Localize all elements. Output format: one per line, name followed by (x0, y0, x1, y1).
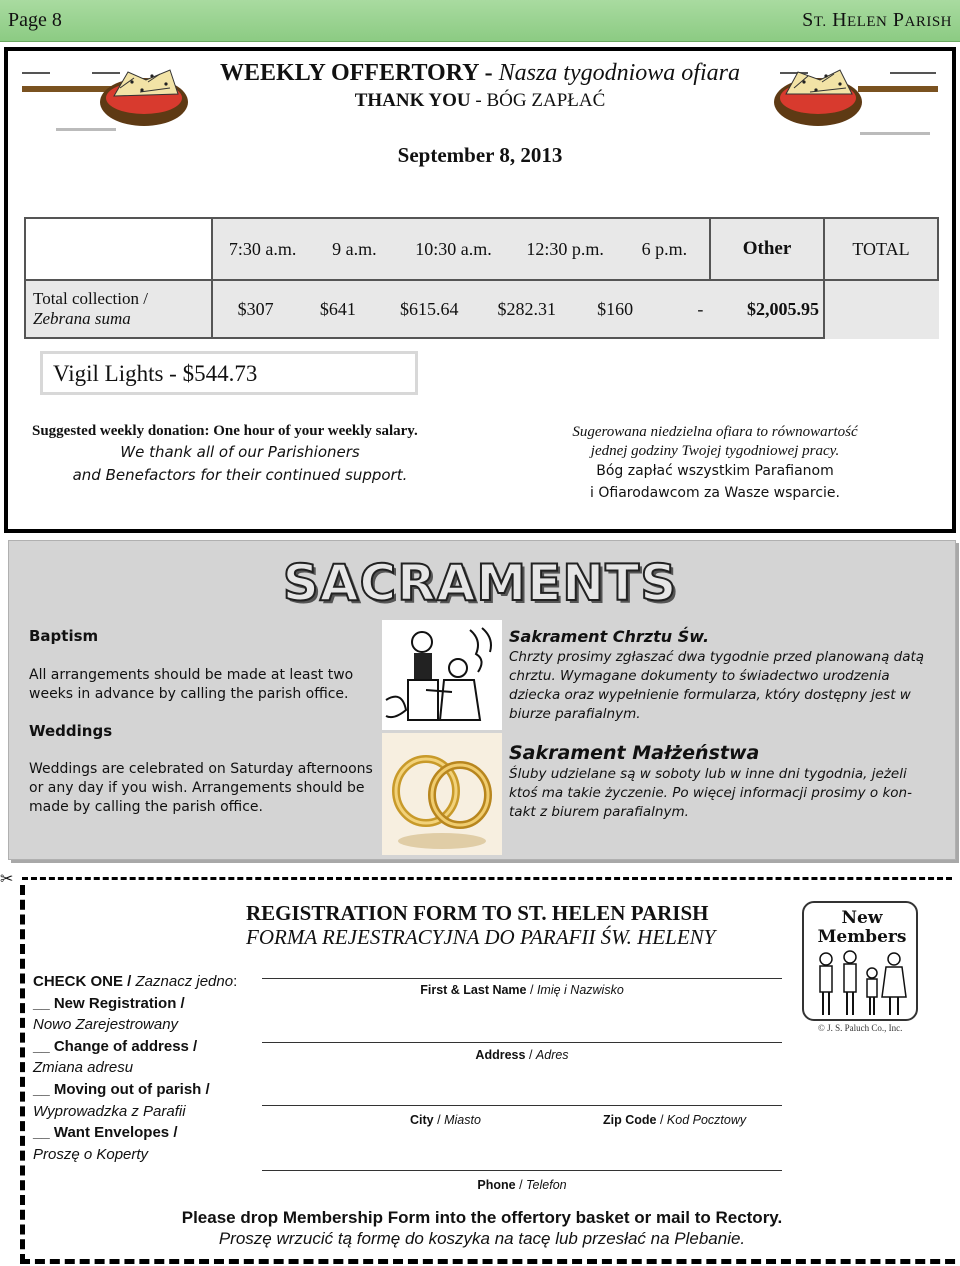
column-header: Other (710, 218, 824, 280)
table-cell-total: $2,005.95 (746, 298, 819, 319)
option-new-registration[interactable]: __ New Registration / (33, 994, 185, 1012)
check-one-heading: CHECK ONE / Zaznacz jedno: (33, 973, 238, 990)
copyright-text: © J. S. Paluch Co., Inc. (818, 1023, 903, 1033)
city-zip-field[interactable] (262, 1105, 782, 1106)
parish-name: ST. HELEN PARISH (802, 9, 952, 31)
column-header: 6 p.m. (641, 238, 688, 259)
baptism-text: All arrangements should be made at least two weeks in advance by calling the parish office. (29, 667, 354, 702)
cut-line (22, 877, 952, 880)
drop-off-instruction-pl: Proszę wrzucić tą formę do koszyka na tacę lub przesłać na Plebanie. (218, 1229, 746, 1248)
new-members-image (802, 901, 918, 1021)
page-number: Page 8 (8, 9, 62, 31)
address-field[interactable] (262, 1042, 782, 1043)
drop-off-instruction-en: Please drop Membership Form into the offertory basket or mail to Rectory. (181, 1208, 783, 1227)
address-label: Address / Adres (475, 1048, 569, 1062)
table-cell: $641 (319, 298, 356, 319)
malzenstwo-heading: Sakrament Małżeństwa (509, 742, 760, 764)
name-field[interactable] (262, 978, 782, 979)
offertory-title: WEEKLY OFFERTORY - Nasza tygodniowa ofiara (220, 60, 740, 86)
mass-times-cell (212, 218, 710, 280)
baptism-heading: Baptism (29, 627, 99, 645)
offertory-table (24, 217, 939, 339)
row-label: Total collection / Zebrana suma (25, 280, 212, 338)
offertory-subtitle: THANK YOU - BÓG ZAPŁAĆ (354, 90, 606, 111)
scissors-icon: ✂ (0, 869, 14, 888)
sacraments-title: SACRAMENTS (282, 554, 678, 612)
offertory-date: September 8, 2013 (397, 143, 563, 167)
malzenstwo-text: Śluby udzielane są w soboty lub w inne dni tygodnia, jeżeli ktoś ma takie życzenie. Po więcej informacji prosimy o kon- takt z biurem parafialnym. (509, 766, 912, 820)
weddings-text: Weddings are celebrated on Saturday afternoons or any day if you wish. Arrangements should be made by calling the parish office. (29, 761, 373, 815)
table-cell: - (697, 298, 704, 319)
column-header: 7:30 a.m. (228, 238, 297, 259)
thank-you-en: We thank all of our Parishioners and Benefactors for their continued support. (72, 443, 408, 484)
new-members-title: New Members (817, 908, 907, 947)
weddings-heading: Weddings (29, 722, 113, 740)
column-header: 12:30 p.m. (526, 238, 604, 259)
zip-label: Zip Code / Kod Pocztowy (603, 1113, 747, 1127)
option-moving-out-pl: Wyprowadzka z Parafii (33, 1102, 186, 1120)
option-want-envelopes-pl: Proszę o Koperty (33, 1145, 149, 1163)
suggested-donation-pl: Sugerowana niedzielna ofiara to równowartość jednej godziny Twojej tygodniowej pracy. (572, 424, 858, 459)
table-corner-cell (25, 218, 212, 280)
table-header-row (25, 218, 938, 280)
phone-field[interactable] (262, 1170, 782, 1171)
wedding-rings-image (382, 733, 502, 855)
table-cell: $615.64 (400, 298, 459, 319)
option-new-registration-pl: Nowo Zarejestrowany (33, 1016, 179, 1034)
chrzest-text: Chrzty prosimy zgłaszać dwa tygodnie przed planowaną datą chrztu. Wymagane dokumenty to świadectwo urodzenia dziecka oraz wypełnienie formularza, który dostępny jest w biurze parafialnym. (509, 649, 925, 722)
suggested-donation-en: Suggested weekly donation: One hour of your weekly salary. (32, 423, 418, 439)
column-header: 9 a.m. (332, 238, 377, 259)
option-want-envelopes[interactable]: __ Want Envelopes / (33, 1124, 178, 1142)
registration-title-en: REGISTRATION FORM TO ST. HELEN PARISH (246, 901, 709, 925)
table-cell: $160 (597, 298, 634, 319)
name-label: First & Last Name / Imię i Nazwisko (420, 983, 624, 997)
phone-label: Phone / Telefon (477, 1178, 567, 1192)
vigil-lights-text: Vigil Lights - $544.73 (53, 361, 258, 386)
registration-title-pl: FORMA REJESTRACYJNA DO PARAFII ŚW. HELENY (246, 925, 716, 949)
option-change-address[interactable]: __ Change of address / (33, 1037, 198, 1055)
table-cell: $307 (237, 298, 274, 319)
option-change-address-pl: Zmiana adresu (33, 1059, 134, 1077)
column-header: TOTAL (824, 218, 938, 280)
table-row (25, 280, 938, 338)
baptism-image (382, 620, 502, 730)
table-cell: $282.31 (497, 298, 557, 319)
values-cell (212, 280, 824, 338)
column-header: 10:30 a.m. (415, 238, 492, 259)
family-icon (810, 949, 914, 1019)
city-label: City / Miasto (410, 1113, 481, 1127)
check-one-list (33, 971, 237, 1165)
option-moving-out[interactable]: __ Moving out of parish / (33, 1080, 210, 1098)
chrzest-heading: Sakrament Chrztu Św. (509, 627, 710, 646)
thank-you-pl: Bóg zapłać wszystkim Parafianom i Ofiarodawcom za Wasze wsparcie. (590, 463, 840, 501)
